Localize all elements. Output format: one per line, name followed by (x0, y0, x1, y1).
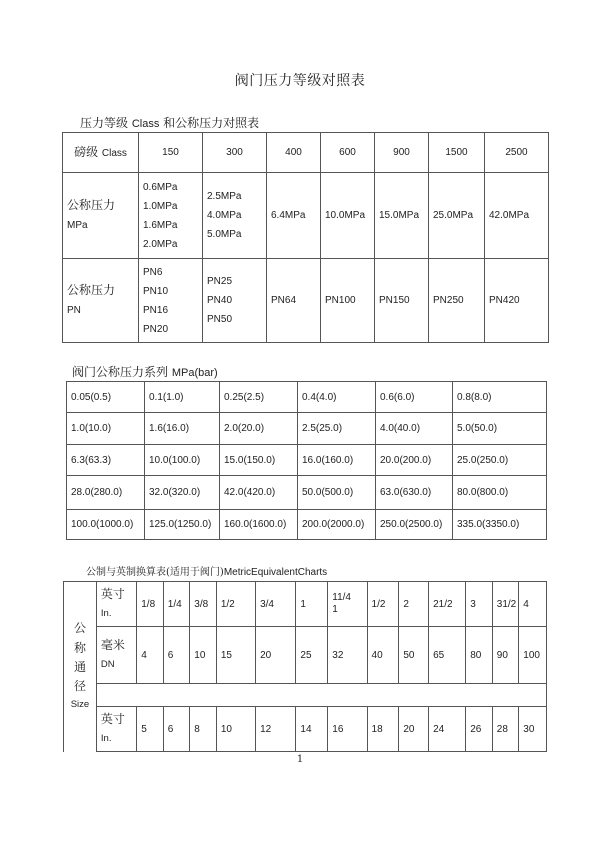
mpa-cell: 25.0MPa (429, 173, 485, 259)
class-header-label: 磅级 Class (63, 133, 139, 173)
inch2-row (64, 707, 547, 752)
inch-row (64, 582, 547, 627)
class-header-cell: 300 (203, 133, 267, 173)
series-cell: 15.0(150.0) (220, 445, 298, 476)
series-cell: 6.3(63.3) (67, 445, 145, 476)
dn-label: 毫米 DN (96, 627, 136, 684)
class-header-cell: 400 (267, 133, 321, 173)
series-cell: 4.0(40.0) (376, 413, 453, 445)
pressure-series-table (66, 381, 547, 540)
inch-cell: 2 (399, 582, 429, 627)
mpa-cell: 42.0MPa (485, 173, 549, 259)
class-header-cell: 1500 (429, 133, 485, 173)
inch2-cell: 10 (216, 707, 255, 752)
series-cell: 100.0(1000.0) (67, 510, 145, 540)
series-cell: 20.0(200.0) (376, 445, 453, 476)
pn-cell: PN64 (267, 259, 321, 343)
inch-cell: 1 (296, 582, 328, 627)
series-cell: 0.4(4.0) (298, 382, 376, 413)
series-cell: 1.6(16.0) (145, 413, 220, 445)
pn-cell: PN150 (375, 259, 429, 343)
page-number: 1 (296, 754, 304, 765)
series-cell: 125.0(1250.0) (145, 510, 220, 540)
mpa-cell: 10.0MPa (321, 173, 375, 259)
inch2-cell: 14 (296, 707, 328, 752)
series-cell: 28.0(280.0) (67, 476, 145, 510)
series-cell: 16.0(160.0) (298, 445, 376, 476)
class-header-cell: 600 (321, 133, 375, 173)
inch-cell: 21/2 (429, 582, 466, 627)
series-cell: 2.5(25.0) (298, 413, 376, 445)
dn-cell: 20 (256, 627, 296, 684)
mpa-row (63, 173, 549, 259)
inch2-cell: 30 (519, 707, 547, 752)
dn-cell: 32 (328, 627, 367, 684)
class-table-title (80, 114, 259, 131)
series-row (67, 476, 547, 510)
series-cell: 200.0(2000.0) (298, 510, 376, 540)
inch2-label: 英寸 In. (96, 707, 136, 752)
series-row (67, 413, 547, 445)
mpa-cell-150: 0.6MPa 1.0MPa 1.6MPa 2.0MPa (139, 173, 203, 259)
series-row (67, 445, 547, 476)
class-table-title-cn: 压力等级 (80, 116, 132, 130)
class-header-cell: 150 (139, 133, 203, 173)
inch2-cell: 16 (328, 707, 367, 752)
series-cell: 5.0(50.0) (453, 413, 547, 445)
mpa-cell-300: 2.5MPa 4.0MPa 5.0MPa (203, 173, 267, 259)
series-cell: 1.0(10.0) (67, 413, 145, 445)
inch-cell: 3 (466, 582, 493, 627)
metric-table-title: 公制与英制换算表(适用于阀门)MetricEquivalentCharts (86, 567, 328, 578)
inch2-cell: 20 (399, 707, 429, 752)
dn-cell: 10 (190, 627, 217, 684)
series-cell: 10.0(100.0) (145, 445, 220, 476)
dn-cell: 90 (492, 627, 519, 684)
class-pressure-table (62, 132, 549, 343)
dn-cell: 15 (216, 627, 255, 684)
series-cell: 80.0(800.0) (453, 476, 547, 510)
series-cell: 0.1(1.0) (145, 382, 220, 413)
dn-cell: 80 (466, 627, 493, 684)
inch-label: 英寸 In. (96, 582, 136, 627)
series-cell: 50.0(500.0) (298, 476, 376, 510)
inch2-cell: 26 (466, 707, 493, 752)
inch2-cell: 12 (256, 707, 296, 752)
inch-cell: 31/2 (492, 582, 519, 627)
pn-cell: PN250 (429, 259, 485, 343)
pn-cell-150: PN6 PN10 PN16 PN20 (139, 259, 203, 343)
class-header-cell: 900 (375, 133, 429, 173)
dn-cell: 100 (519, 627, 547, 684)
dn-cell: 25 (296, 627, 328, 684)
inch-cell: 1/2 (367, 582, 399, 627)
series-cell: 2.0(20.0) (220, 413, 298, 445)
spacer-cell (96, 684, 546, 707)
mpa-row-label: 公称压力 MPa (63, 173, 139, 259)
series-cell: 0.6(6.0) (376, 382, 453, 413)
dn-cell: 40 (367, 627, 399, 684)
pn-cell: PN100 (321, 259, 375, 343)
pn-row (63, 259, 549, 343)
inch-cell: 3/8 (190, 582, 217, 627)
mpa-cell: 6.4MPa (267, 173, 321, 259)
metric-equivalent-table (63, 581, 547, 752)
class-header-cell: 2500 (485, 133, 549, 173)
series-row (67, 510, 547, 540)
series-cell: 0.05(0.5) (67, 382, 145, 413)
series-cell: 63.0(630.0) (376, 476, 453, 510)
pn-row-label: 公称压力 PN (63, 259, 139, 343)
dn-cell: 50 (399, 627, 429, 684)
class-table-title-cn-2: 和公称压力对照表 (159, 116, 260, 130)
class-header-row (63, 133, 549, 173)
inch-cell: 1/8 (137, 582, 164, 627)
series-cell: 0.8(8.0) (453, 382, 547, 413)
series-cell: 42.0(420.0) (220, 476, 298, 510)
series-cell: 250.0(2500.0) (376, 510, 453, 540)
inch-cell: 1/4 (163, 582, 190, 627)
inch2-cell: 6 (163, 707, 190, 752)
mpa-cell: 15.0MPa (375, 173, 429, 259)
series-cell: 335.0(3350.0) (453, 510, 547, 540)
inch-cell: 4 (519, 582, 547, 627)
pn-cell: PN420 (485, 259, 549, 343)
spacer-row (64, 684, 547, 707)
inch-cell: 1/2 (216, 582, 255, 627)
pn-cell-300: PN25 PN40 PN50 (203, 259, 267, 343)
series-cell: 0.25(2.5) (220, 382, 298, 413)
inch2-cell: 8 (190, 707, 217, 752)
dn-row (64, 627, 547, 684)
series-cell: 25.0(250.0) (453, 445, 547, 476)
size-label: 公称 通径 Size (64, 582, 97, 752)
inch-cell: 3/4 (256, 582, 296, 627)
series-cell: 32.0(320.0) (145, 476, 220, 510)
dn-cell: 4 (137, 627, 164, 684)
inch2-cell: 24 (429, 707, 466, 752)
inch2-cell: 5 (137, 707, 164, 752)
class-table-title-latin: Class (131, 118, 160, 130)
document-title: 阀门压力等级对照表 (234, 73, 366, 89)
inch-cell: 11/4 1 (328, 582, 367, 627)
inch2-cell: 18 (367, 707, 399, 752)
series-row (67, 382, 547, 413)
series-cell: 160.0(1600.0) (220, 510, 298, 540)
dn-cell: 65 (429, 627, 466, 684)
inch2-cell: 28 (492, 707, 519, 752)
series-table-title: 阀门公称压力系列 MPa(bar) (72, 365, 218, 379)
dn-cell: 6 (163, 627, 190, 684)
